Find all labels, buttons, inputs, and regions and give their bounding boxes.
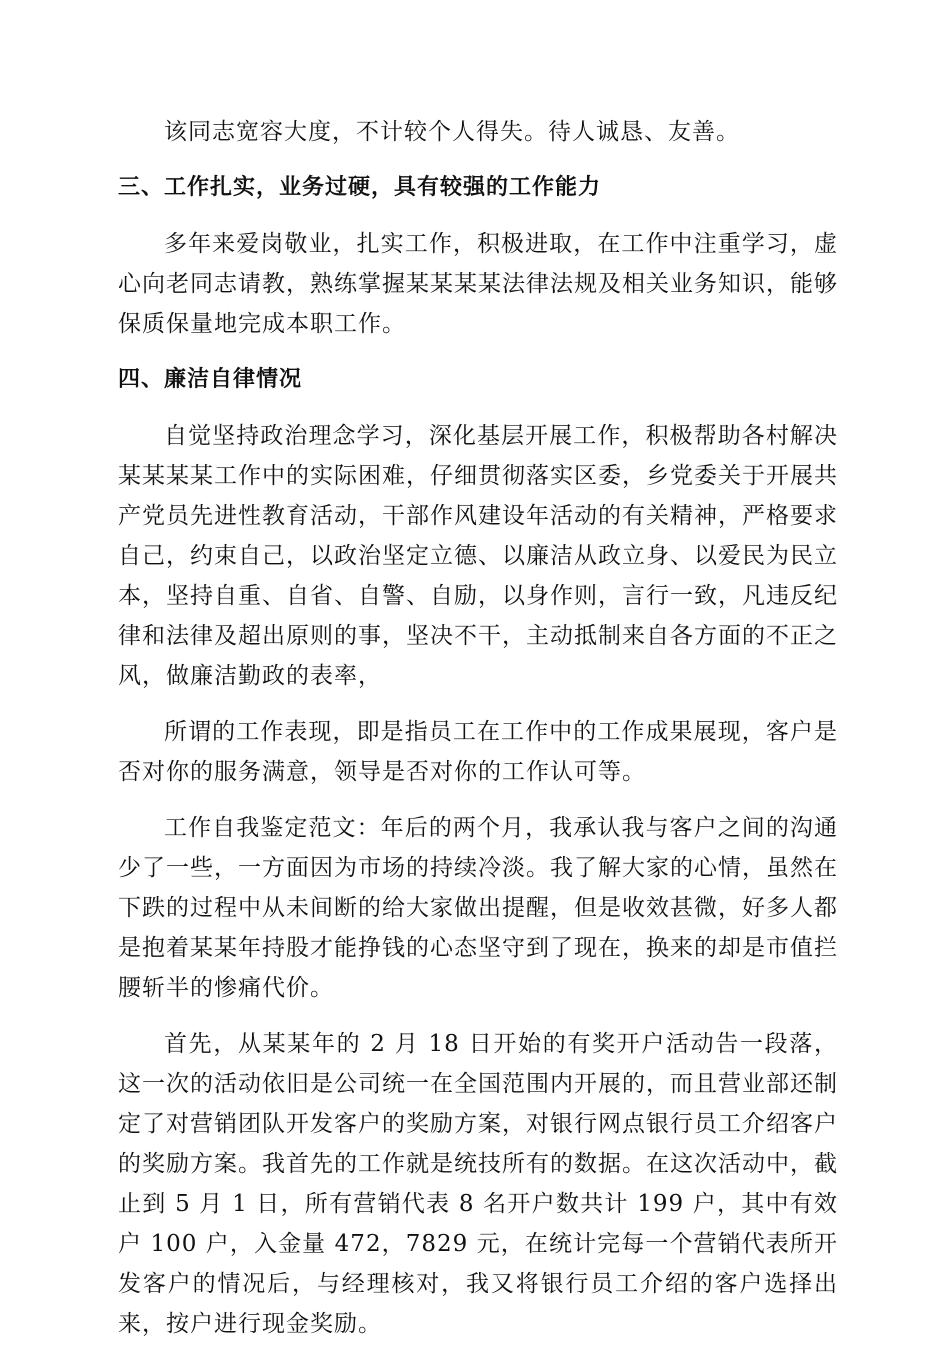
paragraph: 自觉坚持政治理念学习，深化基层开展工作，积极帮助各村解决某某某某工作中的实际困难，仔细贯彻落实区委，乡党委关于开展共产党员先进性教育活动，干部作风建设年活动的有关精神，严格要求自己，约束自己，以政治坚定立德、以廉洁从政立身、以爱民为民立本，坚持自重、自省、自警、自励，以身作则，言行一致，凡违反纪律和法律及超出原则的事，坚决不干，主动抵制来自各方面的不正之风，做廉洁勤政的表率， bbox=[118, 423, 838, 689]
paragraph: 工作自我鉴定范文：年后的两个月，我承认我与客户之间的沟通少了一些，一方面因为市场的持续冷淡。我了解大家的心情，虽然在下跌的过程中从未间断的给大家做出提醒，但是收效甚微，好多人都是抱着某某年持股才能挣钱的心态坚守到了现在，换来的却是市值拦腰斩半的惨痛代价。 bbox=[118, 815, 838, 1001]
paragraph: 首先，从某某年的 2 月 18 日开始的有奖开户活动告一段落，这一次的活动依旧是公司统一在全国范围内开展的，而且营业部还制定了对营销团队开发客户的奖励方案，对银行网点银行员工介绍客户的奖励方案。我首先的工作就是统技所有的数据。在这次活动中，截止到 5 月 1 日，所有营销代表 8 名开户数共计 199 户，其中有效户 100 户，入金量 472，7829 元，在统计完每一个营销代表所开发客户的情况后，与经理核对，我又将银行员工介绍的客户选择出来，按户进行现金奖励。 bbox=[118, 1031, 838, 1337]
paragraph: 所谓的工作表现，即是指员工在工作中的工作成果展现，客户是否对你的服务满意，领导是否对你的工作认可等。 bbox=[118, 719, 838, 785]
document-body bbox=[118, 112, 838, 1360]
section-heading: 四、廉洁自律情况 bbox=[118, 367, 303, 392]
paragraph: 多年来爱岗敬业，扎实工作，积极进取，在工作中注重学习，虚心向老同志请教，熟练掌握某某某某法律法规及相关业务知识，能够保质保量地完成本职工作。 bbox=[118, 231, 838, 337]
paragraph: 该同志宽容大度，不计较个人得失。待人诚恳、友善。 bbox=[164, 119, 740, 145]
section-heading: 三、工作扎实，业务过硬，具有较强的工作能力 bbox=[118, 175, 602, 200]
